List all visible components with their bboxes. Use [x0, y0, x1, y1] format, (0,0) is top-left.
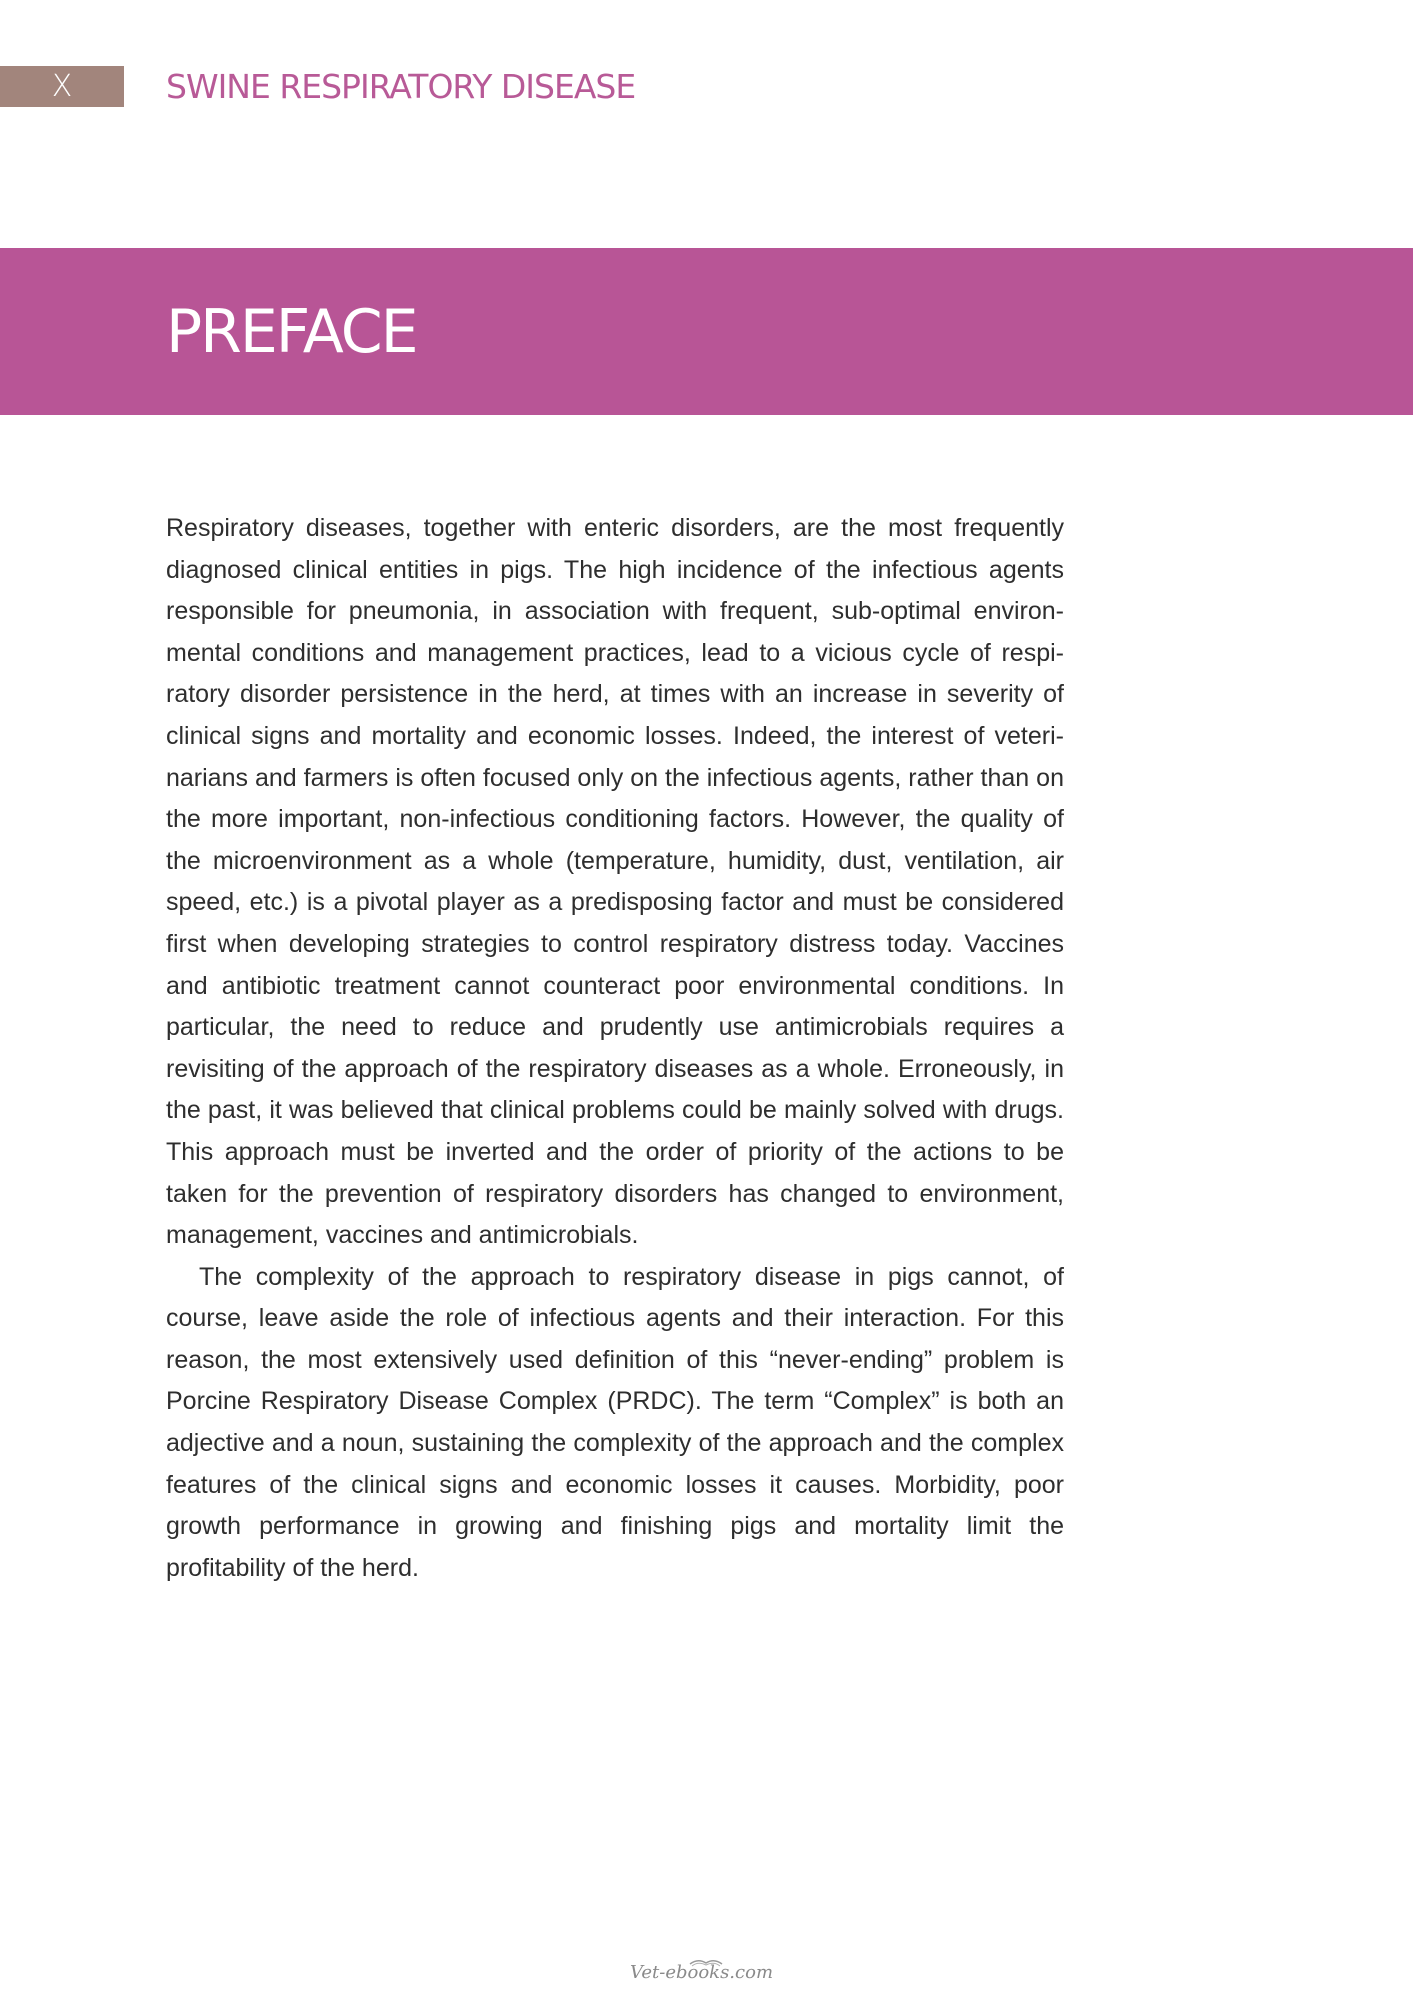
- running-header-title: SWINE RESPIRATORY DISEASE: [166, 67, 636, 106]
- section-title: PREFACE: [166, 297, 417, 367]
- page-number: X: [51, 69, 73, 104]
- paragraph-2: The complexity of the approach to respiratory disease in pigs cannot, of course, leave aside the role of infectious agents and their interaction. For this reason, the most extensively used definition of this “never-ending” problem is Porcine Respiratory Disease Complex (PRDC). The term “Complex” is both an adjective and a noun, sustaining the complexity of the approach and the complex features of the clinical signs and economic losses it causes. Morbidity, poor growth performance in growing and finishing pigs and mortality limit the profitability of the herd.: [166, 1262, 1064, 1582]
- body-text: [166, 508, 1064, 1589]
- paragraph-1: Respiratory diseases, together with enteric disorders, are the most frequently diagnosed clinical entities in pigs. The high incidence of the infectious agents responsible for pneumonia, in association with frequent, sub-optimal environmental conditions and management practices, lead to a vicious cycle of respiratory disorder persistence in the herd, at times with an increase in severity of clinical signs and mortality and economic losses. Indeed, the interest of veterinarians and farmers is often focused only on the infectious agents, rather than on the more important, non-infectious conditioning factors. However, the quality of the microenvironment as a whole (temperature, humidity, dust, ventilation, air speed, etc.) is a pivotal player as a predisposing factor and must be considered first when developing strategies to control respiratory distress today. Vaccines and antibiotic treatment cannot counteract poor environmental conditions. In particular, the need to reduce and prudently use antimicrobials requires a revisiting of the approach of the respiratory diseases as a whole. Erroneously, in the past, it was believed that clinical problems could be mainly solved with drugs. This approach must be inverted and the order of priority of the actions to be taken for the prevention of respiratory disorders has changed to environment, management, vaccines and antimicrobials.: [166, 514, 1064, 1250]
- section-title-band: [0, 248, 1413, 415]
- page-number-tab: [0, 66, 124, 107]
- watermark-text: Vet-ebooks.com: [630, 1962, 774, 1983]
- watermark-logo: [630, 1954, 780, 1984]
- watermark-book-icon: [630, 1954, 780, 1984]
